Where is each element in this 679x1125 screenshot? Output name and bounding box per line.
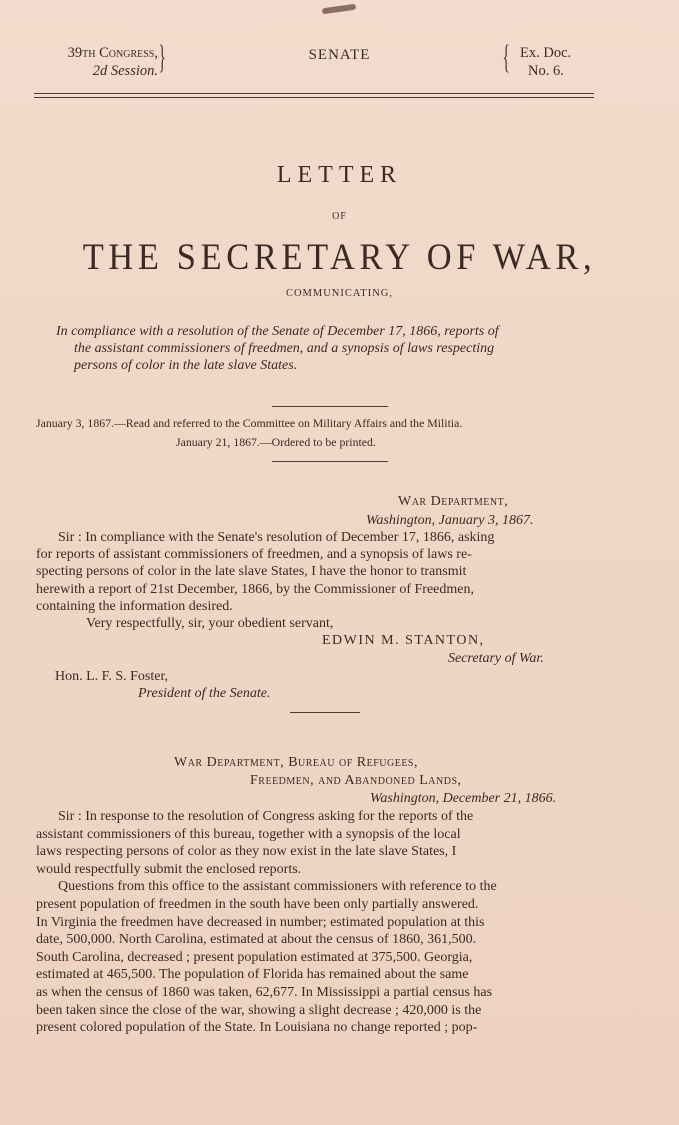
resolution-line: persons of color in the late slave States.: [74, 358, 298, 373]
letter1-line: containing the information desired.: [36, 598, 233, 614]
letter2-line: present colored population of the State. In Louisiana no change reported ; pop-: [36, 1020, 478, 1036]
chamber-label: SENATE: [308, 47, 371, 63]
letter2-line: date, 500,000. North Carolina, estimated at about the census of 1860, 361,500.: [36, 932, 477, 948]
left-brace: }: [158, 39, 166, 76]
letter2-line: South Carolina, decreased ; present population estimated at 375,500. Georgia,: [36, 949, 473, 965]
letter2-line: would respectfully submit the enclosed reports.: [36, 861, 302, 877]
letter2-line: assistant commissioners of this bureau, together with a synopsis of the local: [36, 826, 461, 842]
divider-rule: [272, 461, 388, 462]
letter2-place-date: Washington, December 21, 1866.: [370, 791, 557, 806]
letter2-line: present population of freedmen in the south have been only partially answered.: [36, 896, 479, 912]
letter2-line: Questions from this office to the assistant commissioners with reference to the: [58, 879, 497, 895]
letter2-line: Sir : In response to the resolution of Congress asking for the reports of the: [58, 809, 474, 824]
letter1-place-date: Washington, January 3, 1867.: [366, 513, 534, 528]
letter2-line: laws respecting persons of color as they now exist in the late slave States, I: [36, 844, 457, 860]
short-divider: [290, 712, 360, 713]
title-letter: LETTER: [276, 162, 403, 188]
letter2-from-1: War Department, Bureau of Refugees,: [174, 755, 418, 770]
title-secretary-of-war: THE SECRETARY OF WAR,: [82, 237, 597, 278]
referral-line-1: January 3, 1867.—Read and referred to the Committee on Military Affairs and the Militia.: [36, 416, 463, 430]
header-rule-2: [34, 97, 594, 98]
letter2-line: In Virginia the freedmen have decreased in number; estimated population at this: [36, 914, 485, 930]
divider-rule: [272, 406, 388, 407]
letter1-signature-title: Secretary of War.: [448, 651, 544, 666]
congress-label: 39th Congress,: [67, 45, 158, 61]
letter1-line: specting persons of color in the late slave States, I have the honor to transmit: [36, 564, 467, 580]
letter1-line: herewith a report of 21st December, 1866, by the Commissioner of Freedmen,: [36, 581, 474, 597]
referral-line-2: January 21, 1867.—Ordered to be printed.: [176, 435, 376, 449]
ink-mark: [322, 4, 357, 15]
referral-notice: [36, 414, 646, 452]
communicating-label: COMMUNICATING,: [285, 288, 394, 299]
letter1-line: Sir : In compliance with the Senate's resolution of December 17, 1866, asking: [58, 530, 495, 545]
letter1-addressee-title: President of the Senate.: [138, 686, 271, 701]
doc-type-label: Ex. Doc.: [520, 45, 572, 61]
letter2-body: [36, 808, 642, 1037]
doc-no-label: No. 6.: [528, 63, 564, 79]
header-rule-1: [34, 93, 594, 94]
letter2-line: estimated at 465,500. The population of Florida has remained about the same: [36, 967, 469, 983]
letter1-addressee: Hon. L. F. S. Foster,: [55, 669, 169, 684]
resolution-line: In compliance with a resolution of the Senate of December 17, 1866, reports of: [56, 324, 499, 339]
letter1-line: for reports of assistant commissioners of freedmen, and a synopsis of laws re-: [36, 547, 472, 563]
title-of: OF: [332, 211, 347, 222]
letter1-from: War Department,: [398, 494, 509, 509]
letter2-from-2: Freedmen, and Abandoned Lands,: [250, 773, 462, 788]
letter2-line: been taken since the close of the war, showing a slight decrease ; 420,000 is the: [36, 1002, 482, 1018]
letter1-closing: Very respectfully, sir, your obedient servant,: [86, 616, 334, 631]
letter2-line: as when the census of 1860 was taken, 62,677. In Mississippi a partial census has: [36, 984, 493, 1000]
session-label: 2d Session.: [92, 63, 158, 79]
letter1-body: [36, 529, 642, 615]
document-number: [520, 44, 610, 80]
resolution-text: [56, 323, 628, 374]
letter1-signature: EDWIN M. STANTON,: [322, 633, 485, 648]
right-brace: {: [502, 39, 510, 76]
resolution-line: the assistant commissioners of freedmen, and a synopsis of laws respecting: [74, 341, 495, 356]
